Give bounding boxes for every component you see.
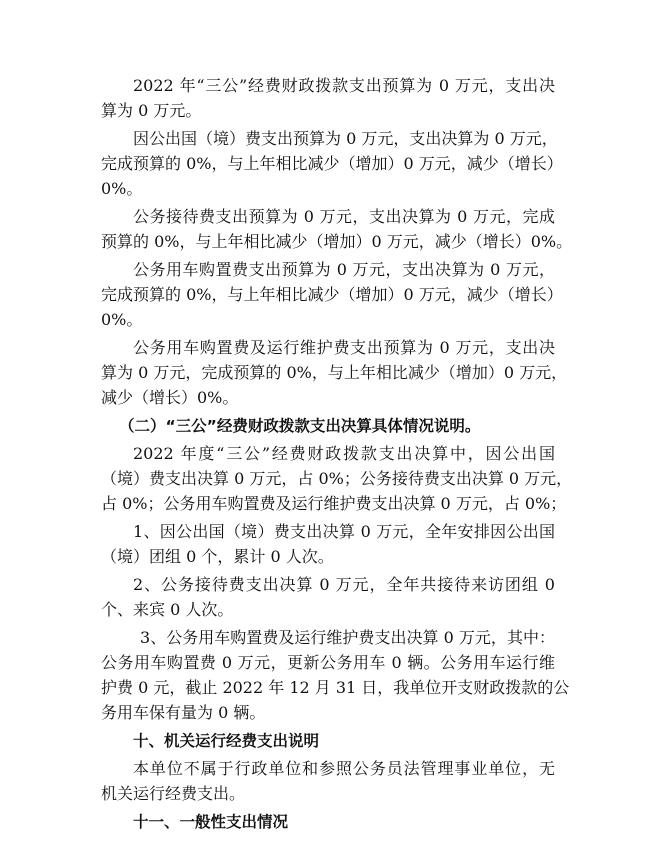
paragraph-3-line-1: 公务接待费支出预算为 0 万元，支出决算为 0 万元，完成 — [133, 207, 555, 226]
paragraph-1-line-2: 算为 0 万元。 — [101, 101, 202, 120]
section-heading-10: 十、机关运行经费支出说明 — [133, 732, 320, 750]
paragraph-4-line-3: 0%。 — [101, 310, 143, 329]
paragraph-9-line-3: 护费 0 元，截止 2022 年 12 月 31 日，我单位开支财政拨款的公 — [101, 678, 570, 697]
paragraph-5-line-2: 算为 0 万元，完成预算的 0%，与上年相比减少（增加）0 万元， — [101, 363, 568, 382]
paragraph-6-line-3: 占 0%；公务用车购置费及运行维护费支出决算 0 万元，占 0%； — [101, 494, 567, 513]
paragraph-4-line-2: 完成预算的 0%，与上年相比减少（增加）0 万元，减少（增长） — [101, 285, 563, 304]
section-heading-11: 十一、一般性支出情况 — [133, 813, 289, 831]
paragraph-9-line-1: 3、公务用车购置费及运行维护费支出决算 0 万元，其中： — [140, 628, 555, 647]
paragraph-9-line-4: 务用车保有量为 0 辆。 — [101, 703, 266, 722]
paragraph-6-line-1: 2022 年度“三公”经费财政拨款支出决算中，因公出国 — [133, 444, 555, 463]
paragraph-2-line-1: 因公出国（境）费支出预算为 0 万元，支出决算为 0 万元， — [133, 129, 558, 148]
paragraph-7-line-2: （境）团组 0 个，累计 0 人次。 — [101, 547, 334, 566]
paragraph-8-line-1: 2、公务接待费支出决算 0 万元，全年共接待来访团组 0 — [133, 575, 555, 594]
paragraph-2-line-3: 0%。 — [101, 179, 143, 198]
paragraph-8-line-2: 个、来宾 0 人次。 — [101, 600, 234, 619]
paragraph-7-line-1: 1、因公出国（境）费支出决算 0 万元，全年安排因公出国 — [133, 522, 555, 541]
paragraph-10-line-1: 本单位不属于行政单位和参照公务员法管理事业单位，无 — [133, 759, 555, 778]
paragraph-5-line-1: 公务用车购置费及运行维护费支出预算为 0 万元，支出决 — [133, 338, 555, 357]
paragraph-5-line-3: 减少（增长）0%。 — [101, 388, 239, 407]
paragraph-10-line-2: 机关运行经费支出。 — [101, 784, 246, 803]
paragraph-6-line-2: （境）费支出决算 0 万元，占 0%；公务接待费支出决算 0 万元， — [101, 469, 573, 488]
paragraph-4-line-1: 公务用车购置费支出预算为 0 万元，支出决算为 0 万元， — [133, 260, 555, 279]
paragraph-9-line-2: 公务用车购置费 0 万元，更新公务用车 0 辆。公务用车运行维 — [101, 653, 555, 672]
paragraph-3-line-2: 预算的 0%，与上年相比减少（增加）0 万元，减少（增长）0%。 — [101, 232, 573, 251]
paragraph-2-line-2: 完成预算的 0%，与上年相比减少（增加）0 万元，减少（增长） — [101, 154, 563, 173]
paragraph-1-line-1: 2022 年“三公”经费财政拨款支出预算为 0 万元，支出决 — [133, 76, 555, 95]
section-heading-2: （二）“三公”经费财政拨款支出决算具体情况说明。 — [119, 417, 481, 435]
